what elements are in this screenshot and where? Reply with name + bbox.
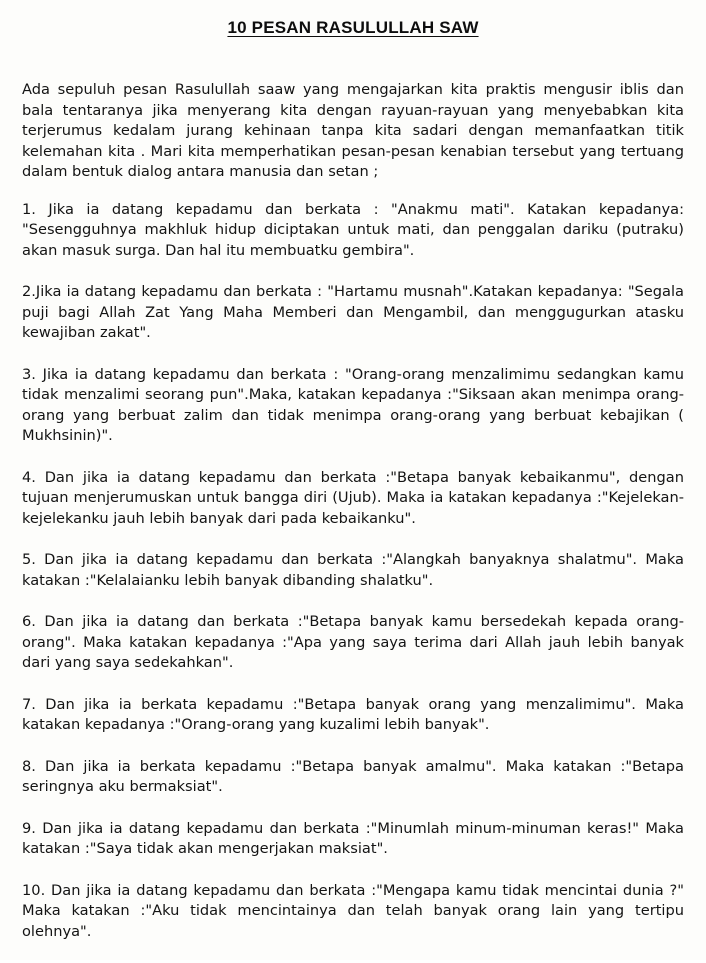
- message-6: 6. Dan jika ia datang dan berkata :"Betapa banyak kamu bersedekah kepada orang-orang". Maka katakan kepadanya :"Apa yang saya terima dari Allah jauh lebih banyak dari yang saya sedekahkan".: [22, 613, 684, 671]
- message-10: 10. Dan jika ia datang kepadamu dan berkata :"Mengapa kamu tidak mencintai dunia ?" Maka katakan :"Aku tidak mencintainya dan telah banyak orang lain yang tertipu olehnya".: [22, 881, 684, 940]
- intro-paragraph: Ada sepuluh pesan Rasulullah saaw yang mengajarkan kita praktis mengusir iblis dan bala tentaranya jika menyerang kita dengan rayuan-rayuan yang menyebabkan kita terjerumus kedalam jurang kehinaan tanpa kita sadari dengan memanfaatkan titik kelemahan kita . Mari kita memperhatikan pesan-pesan kenabian tersebut yang tertuang dalam bentuk dialog antara manusia dan setan ;: [22, 81, 684, 180]
- message-3: 3. Jika ia datang kepadamu dan berkata : "Orang-orang menzalimimu sedangkan kamu tidak menzalimi seorang pun".Maka, katakan kepadanya :"Siksaan akan menimpa orang-orang yang berbuat zalim dan tidak menimpa orang-orang yang berbuat kebajikan ( Mukhsinin)".: [22, 365, 684, 444]
- message-7: 7. Dan jika ia berkata kepadamu :"Betapa banyak orang yang menzalimimu". Maka katakan kepadanya :"Orang-orang yang kuzalimi lebih banyak".: [22, 695, 684, 733]
- document-title-text: 10 PESAN RASULULLAH SAW: [227, 18, 479, 37]
- message-4: 4. Dan jika ia datang kepadamu dan berkata :"Betapa banyak kebaikanmu", dengan tujuan menjerumuskan untuk bangga diri (Ujub). Maka ia katakan kepadanya :"Kejelekan-kejelekanku jauh lebih banyak dari pada kebaikanku".: [22, 468, 684, 527]
- message-9: 9. Dan jika ia datang kepadamu dan berkata :"Minumlah minum-minuman keras!" Maka katakan :"Saya tidak akan mengerjakan maksiat".: [22, 819, 684, 857]
- message-2: 2.Jika ia datang kepadamu dan berkata : "Hartamu musnah".Katakan kepadanya: "Segala puji bagi Allah Zat Yang Maha Memberi dan Mengambil, dan menggugurkan atasku kewajiban zakat".: [22, 283, 684, 341]
- message-5: 5. Dan jika ia datang kepadamu dan berkata :"Alangkah banyaknya shalatmu". Maka katakan :"Kelalaianku lebih banyak dibanding shalatku".: [22, 551, 684, 589]
- message-1: 1. Jika ia datang kepadamu dan berkata : "Anakmu mati". Katakan kepadanya: "Sesengguhnya makhluk hidup diciptakan untuk mati, dan penggalan dariku (putraku) akan masuk surga. Dan hal itu membuatku gembira".: [22, 200, 684, 259]
- document-body: [22, 80, 684, 963]
- document-title: [0, 18, 706, 38]
- message-8: 8. Dan jika ia berkata kepadamu :"Betapa banyak amalmu". Maka katakan :"Betapa seringnya aku bermaksiat".: [22, 757, 684, 795]
